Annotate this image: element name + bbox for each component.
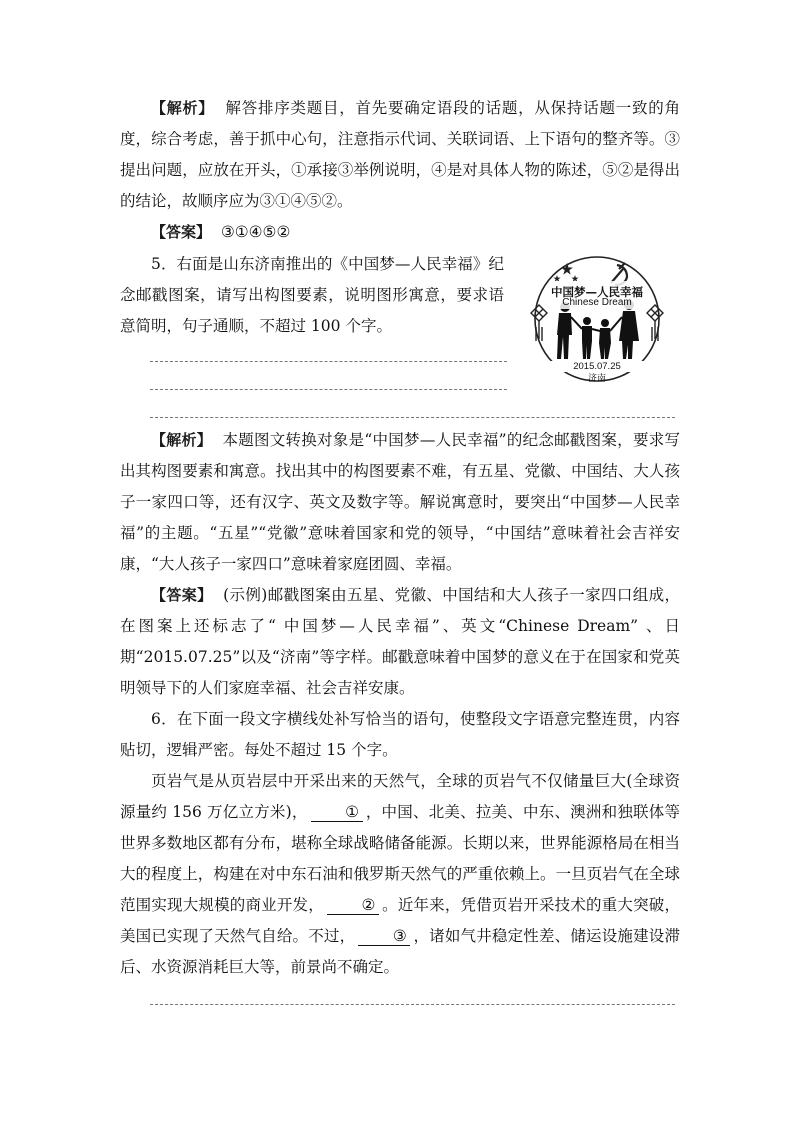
answer-line	[150, 417, 675, 418]
question-5-stem: 5．右面是山东济南推出的《中国梦—人民幸福》纪念邮戳图案，请写出构图要素，说明图形寓意，要求语意简明，句子通顺，不超过 100 个字。	[120, 255, 504, 335]
postmark-place: 济南	[587, 374, 606, 384]
answer-tag: 【答案】	[151, 223, 212, 241]
analysis-paragraph-5	[120, 425, 680, 580]
analysis-tag: 【解析】	[151, 99, 215, 117]
fill-blank-3[interactable]: ③	[358, 927, 410, 946]
answer-paragraph-5	[120, 580, 680, 704]
commemorative-postmark	[519, 255, 675, 383]
answer-line	[150, 361, 507, 362]
answer-line	[150, 1004, 675, 1005]
passage-text: ，诸如气井稳定性差、储运设施建设滞后、水资源消耗巨大等，前景尚不确定。	[120, 927, 680, 976]
postmark-subtitle: Chinese Dream	[562, 297, 632, 308]
passage-text: ，中国、北美、拉美、中东、澳洲和独联体等世界多数地区都有分布，堪称全球战略储备能源。长期以来，世界能源格局在相当大的程度上，构建在对中东石油和俄罗斯天然气的严重依赖上。一旦页岩气在全球范围实现大规模的商业开发，	[120, 803, 680, 914]
answer-tag: 【答案】	[151, 586, 213, 604]
question-6-passage	[120, 766, 680, 983]
question-6-stem: 6．在下面一段文字横线处补写恰当的语句，使整段文字语意完整连贯，内容贴切，逻辑严密。每处不超过 15 个字。	[120, 710, 680, 759]
analysis-tag: 【解析】	[151, 431, 213, 449]
passage-text: 。近年来，凭借页岩开采技术的重大突破，美国已实现了天然气自给。不过，	[120, 896, 680, 945]
answer-paragraph-4	[120, 217, 680, 248]
fill-blank-2[interactable]: ②	[327, 896, 379, 915]
chinese-knot-icon	[531, 305, 663, 341]
answer-text: ③①④⑤②	[220, 223, 291, 241]
fill-blank-1[interactable]: ①	[311, 803, 363, 822]
postmark-date: 2015.07.25	[519, 361, 675, 372]
analysis-text: 本题图文转换对象是“中国梦—人民幸福”的纪念邮戳图案，要求写出其构图要素和寓意。找出其中的构图要素不难，有五星、党徽、中国结、大人孩子一家四口等，还有汉字、英文及数字等。解说寓意时，要突出“中国梦—人民幸福”的主题。“五星”“党徽”意味着国家和党的领导，“中国结”意味着社会吉祥安康，“大人孩子一家四口”意味着家庭团圆、幸福。	[120, 431, 680, 573]
analysis-paragraph-4	[120, 93, 680, 217]
passage-text: 页岩气是从页岩层中开采出来的天然气，全球的页岩气不仅储量巨大(全球资源量约 156 万亿立方米)，	[120, 772, 680, 821]
answer-text: (示例)邮戳图案由五星、党徽、中国结和大人孩子一家四口组成，在图案上还标志了“ 中国梦—人民幸福”、英文“Chinese Dream” 、日期“2015.07.25”以及“济南”等字样。邮戳意味着中国梦的意义在于在国家和党英明领导下的人们家庭幸福、社会吉祥安康。	[120, 586, 680, 697]
answer-line	[150, 389, 507, 390]
postmark-title: 中国梦—人民幸福	[551, 285, 643, 299]
analysis-text: 解答排序类题目，首先要确定语段的话题，从保持话题一致的角度，综合考虑，善于抓中心句，注意指示代词、关联词语、上下语句的整齐等。③提出问题，应放在开头，①承接③举例说明，④是对具体人物的陈述，⑤②是得出的结论，故顺序应为③①④⑤②。	[120, 99, 680, 210]
